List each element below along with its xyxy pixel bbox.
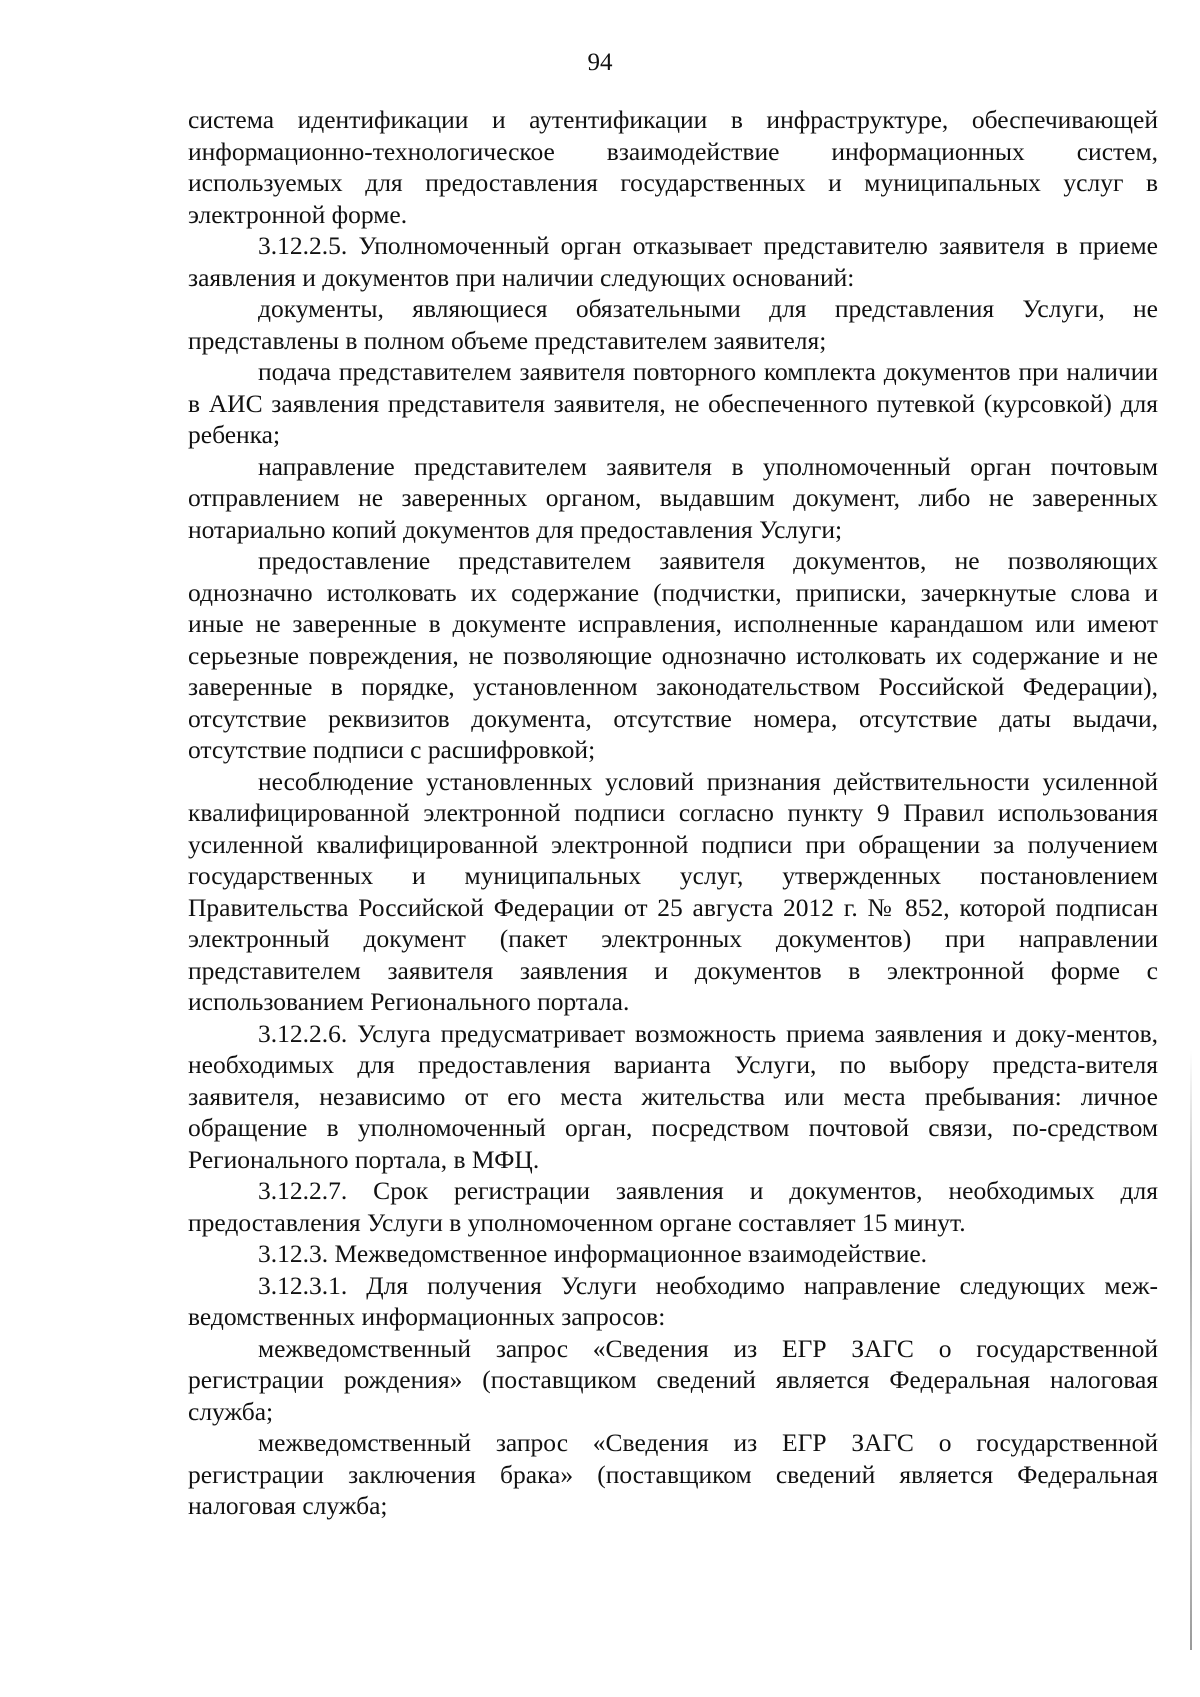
- page-number: 94: [587, 49, 613, 76]
- paragraph-3-12-2-7: 3.12.2.7. Срок регистрации заявления и документов, необходимых для предоставления Услуги в уполномоченном органе составляет 15 минут.: [188, 1176, 1158, 1237]
- paragraph-3-12-2-5: 3.12.2.5. Уполномоченный орган отказывает представителю заявителя в приеме заявления и документов при наличии следующих оснований:: [188, 231, 1158, 292]
- paragraph-ground-uncertified-copies: направление представителем заявителя в уполномоченный орган почтовым отправлением не заверенных органом, выдавшим документ, либо не заверенных нотариально копий документов для предоставления Услуги;: [188, 451, 1158, 544]
- paragraph-ground-incomplete-documents: документы, являющиеся обязательными для представления Услуги, не представлены в полном объеме представителем заявителя;: [188, 294, 1158, 355]
- scan-edge-artifact: [1190, 1050, 1192, 1650]
- paragraph-3-12-3-1: 3.12.3.1. Для получения Услуги необходимо направление следующих меж-ведомственных информационных запросов:: [188, 1270, 1158, 1331]
- paragraph-ground-electronic-signature: несоблюдение установленных условий признания действительности усиленной квалифицированной электронной подписи согласно пункту 9 Правил использования усиленной квалифицированной электронной подписи при обращении за получением государственных и муниципальных услуг, утвержденных постановлением Правительства Российской Федерации от 25 августа 2012 г. № 852, которой подписан электронный документ (пакет электронных документов) при направлении представителем заявителя заявления и документов в электронной форме с использованием Регионального портала.: [188, 766, 1158, 1016]
- paragraph-3-12-3: 3.12.3. Межведомственное информационное взаимодействие.: [258, 1239, 928, 1268]
- paragraph-request-marriage-registration: межведомственный запрос «Сведения из ЕГР ЗАГС о государственной регистрации заключения брака» (поставщиком сведений является Федеральная налоговая служба;: [188, 1428, 1158, 1520]
- paragraph-request-birth-registration: межведомственный запрос «Сведения из ЕГР ЗАГС о государственной регистрации рождения» (поставщиком сведений является Федеральная налоговая служба;: [188, 1333, 1158, 1426]
- paragraph-continuation-identification-system: система идентификации и аутентификации в инфраструктуре, обеспечивающей информационно-технологическое взаимодействие информационных систем, используемых для предоставления государственных и муниципальных услуг в электронной форме.: [188, 105, 1158, 229]
- paragraph-ground-ambiguous-documents: предоставление представителем заявителя документов, не позволяющих однозначно истолковать их содержание (подчистки, приписки, зачеркнутые слова и иные не заверенные в документе исправления, исполненные карандашом или имеют серьезные повреждения, не позволяющие однозначно истолковать их содержание и не заверенные в порядке, установленном законодательством Российской Федерации), отсутствие реквизитов документа, отсутствие номера, отсутствие даты выдачи, отсутствие подписи с расшифровкой;: [188, 546, 1158, 764]
- paragraph-3-12-2-6: 3.12.2.6. Услуга предусматривает возможность приема заявления и доку-ментов, необходимых для предоставления варианта Услуги, по выбору предста-вителя заявителя, независимо от его места жительства или места пребывания: личное обращение в уполномоченный орган, посредством почтовой связи, по-средством Регионального портала, в МФЦ.: [188, 1018, 1158, 1174]
- document-body: [188, 104, 1158, 1522]
- paragraph-ground-repeat-submission: подача представителем заявителя повторного комплекта документов при наличии в АИС заявления представителя заявителя, не обеспеченного путевкой (курсовкой) для ребенка;: [188, 357, 1158, 449]
